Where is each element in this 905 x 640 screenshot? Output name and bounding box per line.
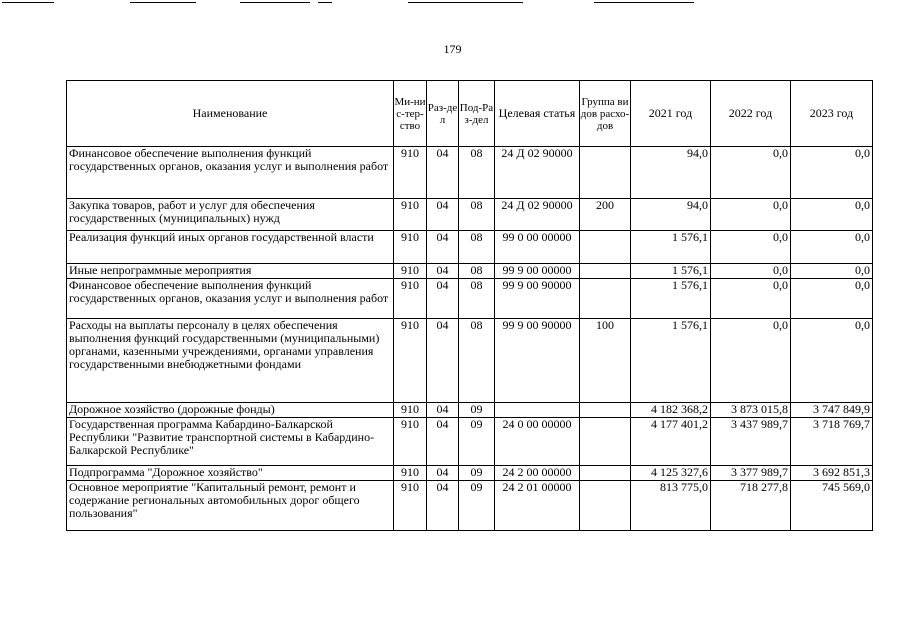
table-row [67, 147, 873, 199]
row-name: Закупка товаров, работ и услуг для обеспечения государственных (муниципальных) нужд [67, 199, 394, 231]
row-expense-group [580, 231, 631, 264]
row-podrazdel: 09 [459, 466, 495, 481]
row-podrazdel: 08 [459, 279, 495, 319]
row-ministry: 910 [394, 147, 427, 199]
row-target-article [495, 403, 580, 418]
table-row [67, 279, 873, 319]
row-name: Иные непрограммные мероприятия [67, 264, 394, 279]
header-2022: 2022 год [711, 81, 791, 147]
row-target-article: 99 9 00 90000 [495, 319, 580, 403]
table-header-row [67, 81, 873, 147]
row-amount-2023: 0,0 [791, 264, 873, 279]
row-razdel: 04 [427, 481, 459, 531]
header-rule [318, 2, 332, 3]
header-2023: 2023 год [791, 81, 873, 147]
row-amount-2023: 0,0 [791, 231, 873, 264]
row-expense-group [580, 279, 631, 319]
row-target-article: 99 9 00 00000 [495, 264, 580, 279]
row-podrazdel: 08 [459, 231, 495, 264]
row-target-article: 99 0 00 00000 [495, 231, 580, 264]
header-expense-group: Группа видов расхо-дов [580, 81, 631, 147]
row-amount-2022: 0,0 [711, 199, 791, 231]
header-rule [2, 2, 54, 3]
header-target-article: Целевая статья [495, 81, 580, 147]
budget-table [66, 80, 873, 531]
row-amount-2021: 813 775,0 [631, 481, 711, 531]
row-expense-group [580, 418, 631, 466]
table-row [67, 466, 873, 481]
row-amount-2022: 3 873 015,8 [711, 403, 791, 418]
row-razdel: 04 [427, 418, 459, 466]
row-amount-2023: 745 569,0 [791, 481, 873, 531]
row-amount-2023: 0,0 [791, 147, 873, 199]
row-expense-group [580, 403, 631, 418]
row-ministry: 910 [394, 279, 427, 319]
row-amount-2022: 0,0 [711, 264, 791, 279]
row-ministry: 910 [394, 199, 427, 231]
row-podrazdel: 09 [459, 481, 495, 531]
row-razdel: 04 [427, 466, 459, 481]
row-name: Финансовое обеспечение выполнения функций государственных органов, оказания услуг и выполнения работ [67, 147, 394, 199]
row-amount-2022: 718 277,8 [711, 481, 791, 531]
row-razdel: 04 [427, 319, 459, 403]
row-amount-2023: 3 718 769,7 [791, 418, 873, 466]
row-amount-2023: 0,0 [791, 319, 873, 403]
row-amount-2021: 1 576,1 [631, 319, 711, 403]
row-amount-2021: 4 182 368,2 [631, 403, 711, 418]
header-podrazdel: Под-Раз-дел [459, 81, 495, 147]
row-expense-group [580, 147, 631, 199]
row-amount-2021: 4 177 401,2 [631, 418, 711, 466]
row-name: Основное мероприятие "Капитальный ремонт, ремонт и содержание региональных автомобильных дорог общего пользования" [67, 481, 394, 531]
header-razdel: Раз-дел [427, 81, 459, 147]
row-amount-2021: 94,0 [631, 199, 711, 231]
row-ministry: 910 [394, 418, 427, 466]
row-amount-2021: 94,0 [631, 147, 711, 199]
row-amount-2023: 0,0 [791, 279, 873, 319]
row-amount-2023: 0,0 [791, 199, 873, 231]
page-number: 179 [443, 42, 462, 56]
row-expense-group [580, 264, 631, 279]
row-amount-2023: 3 747 849,9 [791, 403, 873, 418]
row-target-article: 24 0 00 00000 [495, 418, 580, 466]
row-razdel: 04 [427, 279, 459, 319]
row-name: Финансовое обеспечение выполнения функций государственных органов, оказания услуг и выполнения работ [67, 279, 394, 319]
row-razdel: 04 [427, 147, 459, 199]
table-row [67, 403, 873, 418]
row-podrazdel: 08 [459, 199, 495, 231]
row-ministry: 910 [394, 403, 427, 418]
row-name: Расходы на выплаты персоналу в целях обеспечения выполнения функций государственными (муниципальными) органами, казенными учреждениями, органами управления государственными внебюджетными фондами [67, 319, 394, 403]
row-target-article: 24 2 01 00000 [495, 481, 580, 531]
row-amount-2022: 0,0 [711, 319, 791, 403]
table-row [67, 264, 873, 279]
row-razdel: 04 [427, 231, 459, 264]
table-row [67, 481, 873, 531]
row-amount-2022: 3 437 989,7 [711, 418, 791, 466]
header-rule [130, 2, 196, 3]
row-expense-group: 100 [580, 319, 631, 403]
row-podrazdel: 08 [459, 319, 495, 403]
row-expense-group: 200 [580, 199, 631, 231]
row-target-article: 24 Д 02 90000 [495, 147, 580, 199]
header-rule [408, 2, 523, 3]
row-podrazdel: 09 [459, 418, 495, 466]
row-ministry: 910 [394, 231, 427, 264]
row-ministry: 910 [394, 466, 427, 481]
row-name: Государственная программа Кабардино-Балкарской Республики "Развитие транспортной системы в Кабардино-Балкарской Республике" [67, 418, 394, 466]
row-razdel: 04 [427, 403, 459, 418]
row-amount-2021: 1 576,1 [631, 231, 711, 264]
row-amount-2021: 4 125 327,6 [631, 466, 711, 481]
row-amount-2021: 1 576,1 [631, 264, 711, 279]
header-rule [594, 2, 694, 3]
row-name: Подпрограмма "Дорожное хозяйство" [67, 466, 394, 481]
row-podrazdel: 08 [459, 147, 495, 199]
header-ministry: Ми-нис-тер-ство [394, 81, 427, 147]
row-target-article: 24 Д 02 90000 [495, 199, 580, 231]
row-expense-group [580, 466, 631, 481]
row-amount-2022: 0,0 [711, 147, 791, 199]
header-rule [240, 2, 310, 3]
row-ministry: 910 [394, 264, 427, 279]
row-target-article: 99 9 00 90000 [495, 279, 580, 319]
row-ministry: 910 [394, 319, 427, 403]
row-expense-group [580, 481, 631, 531]
table-row [67, 231, 873, 264]
row-name: Реализация функций иных органов государственной власти [67, 231, 394, 264]
table-row [67, 199, 873, 231]
row-amount-2022: 3 377 989,7 [711, 466, 791, 481]
row-podrazdel: 08 [459, 264, 495, 279]
header-name: Наименование [67, 81, 394, 147]
row-target-article: 24 2 00 00000 [495, 466, 580, 481]
row-amount-2022: 0,0 [711, 231, 791, 264]
header-2021: 2021 год [631, 81, 711, 147]
row-amount-2023: 3 692 851,3 [791, 466, 873, 481]
row-razdel: 04 [427, 264, 459, 279]
table-row [67, 418, 873, 466]
row-name: Дорожное хозяйство (дорожные фонды) [67, 403, 394, 418]
row-razdel: 04 [427, 199, 459, 231]
row-amount-2021: 1 576,1 [631, 279, 711, 319]
row-podrazdel: 09 [459, 403, 495, 418]
table-row [67, 319, 873, 403]
row-ministry: 910 [394, 481, 427, 531]
row-amount-2022: 0,0 [711, 279, 791, 319]
